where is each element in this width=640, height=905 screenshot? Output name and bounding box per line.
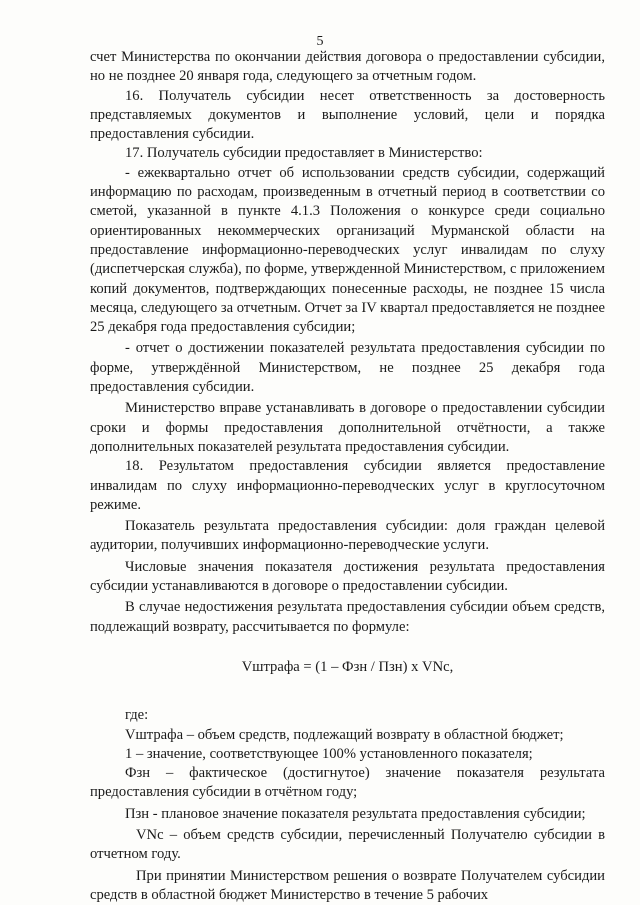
page-number: 5 [316, 34, 324, 49]
list-item-indicator-report: - отчет о достижении показателей результата предоставления субсидии по форме, утверждённой Министерством, не позднее 25 декабря года предоставления субсидии. [90, 340, 605, 396]
paragraph: В случае недостижения результата предоставления субсидии объем средств, подлежащий возврату, рассчитывается по формуле: [90, 599, 605, 635]
paragraph: Показатель результата предоставления субсидии: доля граждан целевой аудитории, получивших информационно-переводческие услуги. [90, 518, 605, 554]
formula-definition: 1 – значение, соответствующее 100% установленного показателя; [125, 745, 533, 762]
paragraph: Министерство вправе устанавливать в договоре о предоставлении субсидии сроки и формы предоставления дополнительной отчётности, а также дополнительных показателей результата предоставления субсидии. [90, 400, 605, 455]
formula-definition: Vштрафа – объем средств, подлежащий возврату в областной бюджет; [125, 726, 564, 743]
formula-definition: Фзн – фактическое (достигнутое) значение показателя результата предоставления субсидии в отчётном году; [90, 765, 605, 801]
paragraph-17: 17. Получатель субсидии предоставляет в Министерство: [125, 145, 483, 162]
formula-definition: Пзн - плановое значение показателя результата предоставления субсидии; [125, 805, 586, 822]
penalty-formula: Vштрафа = (1 – Фзн / Пзн) х VNс, [241, 658, 454, 675]
formula-where: где: [125, 707, 149, 724]
formula-definition: VNс – объем средств субсидии, перечисленный Получателю субсидии в отчетном году. [90, 826, 605, 863]
paragraph: Числовые значения показателя достижения результата предоставления субсидии устанавливаются в договоре о предоставлении субсидии. [90, 558, 605, 595]
paragraph-16: 16. Получатель субсидии несет ответственность за достоверность представляемых документов и выполнение условий, цели и порядка предоставления субсидии. [90, 87, 605, 143]
document-body [90, 48, 605, 905]
list-item-quarterly-report: - ежеквартально отчет об использовании средств субсидии, содержащий информацию по расходам, произведенным в отчетный период в соответствии со сметой, указанной в пункте 4.1.3 Положения о конкурсе среди социально ориентированных некоммерческих организаций Мурманской области на предоставление информационно-переводческих услуг инвалидам по слуху (диспетчерская служба), по форме, утвержденной Министерством, с приложением копий документов, подтверждающих понесенные расходы, не позднее 15 числа месяца, следующего за отчетным. Отчет за IV квартал предоставляется не позднее 25 декабря года предоставления субсидии; [90, 164, 605, 336]
paragraph: счет Министерства по окончании действия договора о предоставлении субсидии, но не позднее 20 января года, следующего за отчетным годом. [90, 49, 605, 85]
paragraph-18: 18. Результатом предоставления субсидии является предоставление инвалидам по слуху информационно-переводческих услуг в круглосуточном режиме. [90, 458, 605, 513]
paragraph: При принятии Министерством решения о возврате Получателем субсидии средств в областной бюджет Министерство в течение 5 рабочих [90, 867, 605, 903]
